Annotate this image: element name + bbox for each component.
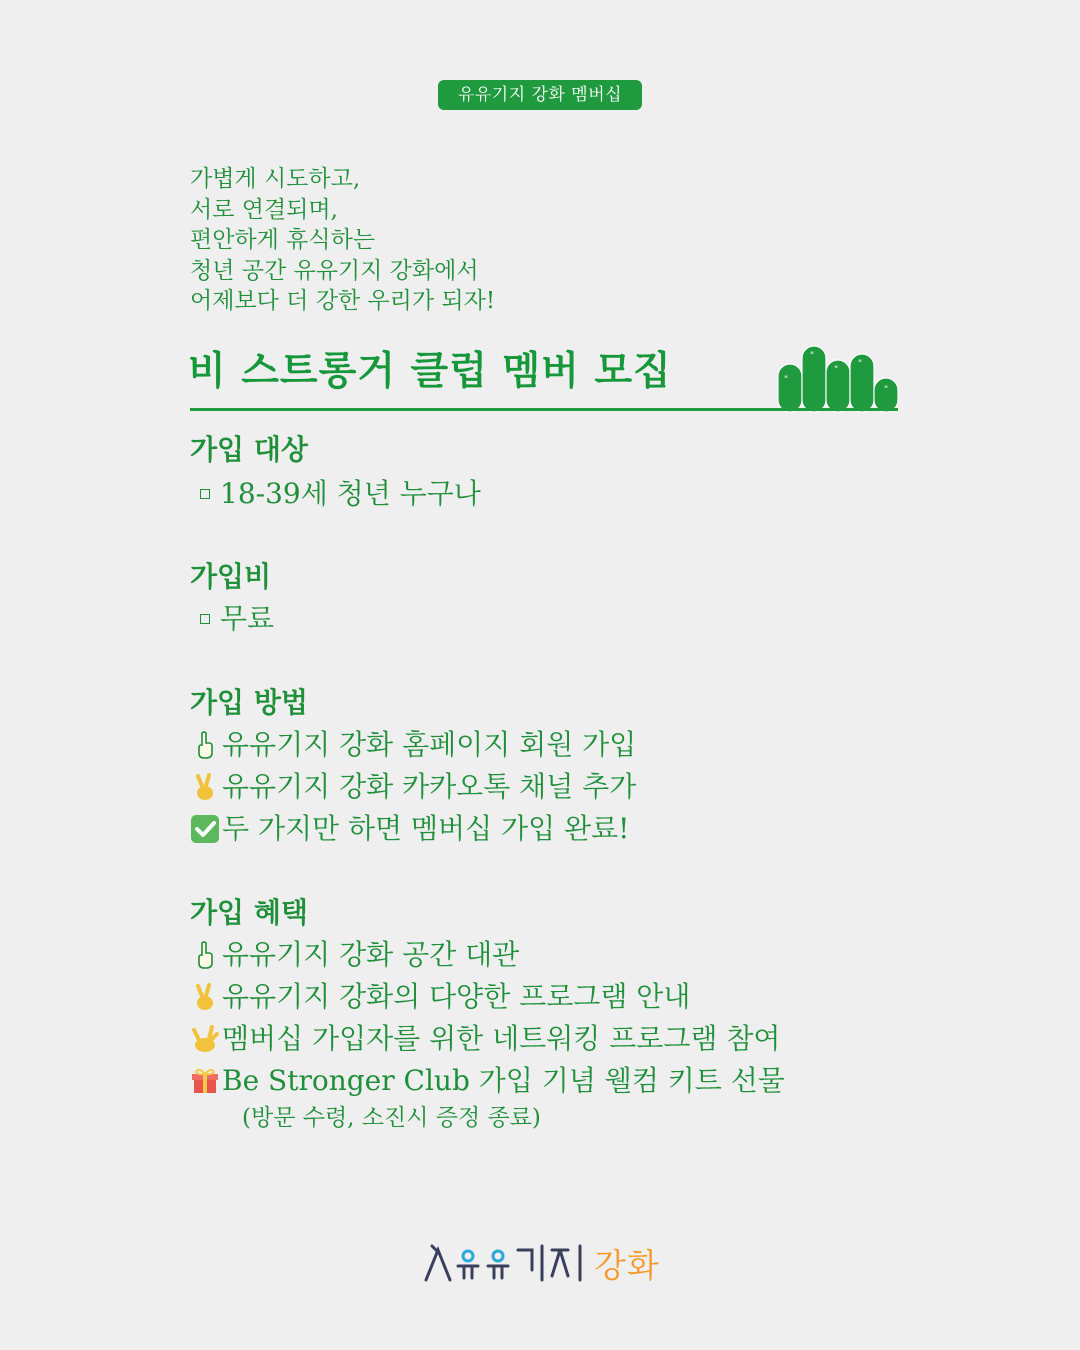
intro-line: 어제보다 더 강한 우리가 되자! bbox=[190, 288, 496, 314]
section-target bbox=[190, 433, 930, 515]
mascot-illustration bbox=[774, 342, 902, 414]
list-item bbox=[190, 808, 930, 850]
gift-icon bbox=[190, 1066, 220, 1096]
section-title: 가입 혜택 bbox=[190, 896, 308, 929]
item-text: 무료 bbox=[220, 602, 275, 635]
section-title: 가입 방법 bbox=[190, 686, 308, 719]
headline: 비 스트롱거 클럽 멤버 모집 bbox=[188, 349, 672, 394]
rock-hand-icon bbox=[190, 1024, 220, 1054]
intro-text bbox=[190, 164, 890, 317]
section-benefits bbox=[190, 896, 930, 1134]
item-text: 멤버십 가입자를 위한 네트워킹 프로그램 참여 bbox=[222, 1022, 781, 1055]
list-item bbox=[190, 1018, 930, 1060]
pointing-finger-icon bbox=[190, 730, 220, 760]
item-text: 유유기지 강화 홈페이지 회원 가입 bbox=[222, 728, 637, 761]
svg-text:": " bbox=[884, 385, 889, 395]
intro-line: 청년 공간 유유기지 강화에서 bbox=[190, 257, 479, 284]
section-method bbox=[190, 686, 930, 850]
list-item bbox=[190, 598, 930, 640]
intro-line: 가볍게 시도하고, bbox=[190, 166, 361, 192]
square-bullet-icon bbox=[200, 489, 210, 499]
section-fee bbox=[190, 560, 930, 640]
victory-hand-icon bbox=[190, 982, 220, 1012]
gift-note: (방문 수령, 소진시 증정 종료) bbox=[242, 1105, 541, 1131]
section-title: 가입 대상 bbox=[190, 433, 308, 466]
svg-text:": " bbox=[784, 375, 789, 385]
item-text: 두 가지만 하면 멤버십 가입 완료! bbox=[222, 812, 630, 845]
victory-hand-icon bbox=[190, 772, 220, 802]
check-mark-icon bbox=[190, 814, 220, 844]
headline-underline bbox=[190, 408, 898, 411]
item-text: 유유기지 강화 공간 대관 bbox=[222, 938, 520, 971]
list-item bbox=[190, 724, 930, 766]
svg-text:": " bbox=[834, 365, 839, 375]
list-item bbox=[190, 934, 930, 976]
list-item bbox=[190, 766, 930, 808]
membership-badge: 유유기지 강화 멤버십 bbox=[438, 80, 642, 110]
list-item bbox=[190, 473, 930, 515]
yuyugiji-logo bbox=[420, 1238, 660, 1288]
pointing-finger-icon bbox=[190, 940, 220, 970]
intro-line: 편안하게 휴식하는 bbox=[190, 227, 376, 253]
item-text: 18-39세 청년 누구나 bbox=[220, 477, 481, 510]
svg-text:": " bbox=[858, 359, 863, 369]
item-text: Be Stronger Club 가입 기념 웰컴 키트 선물 bbox=[222, 1064, 785, 1097]
list-item bbox=[190, 1060, 930, 1102]
logo-text: 강화 bbox=[594, 1245, 660, 1285]
intro-line: 서로 연결되며, bbox=[190, 196, 338, 223]
square-bullet-icon bbox=[200, 614, 210, 624]
logo-mark bbox=[420, 1240, 590, 1286]
section-title: 가입비 bbox=[190, 560, 272, 593]
item-text: 유유기지 강화 카카오톡 채널 추가 bbox=[222, 770, 637, 803]
item-text: 유유기지 강화의 다양한 프로그램 안내 bbox=[222, 980, 691, 1013]
list-item bbox=[190, 976, 930, 1018]
svg-text:": " bbox=[810, 351, 815, 361]
